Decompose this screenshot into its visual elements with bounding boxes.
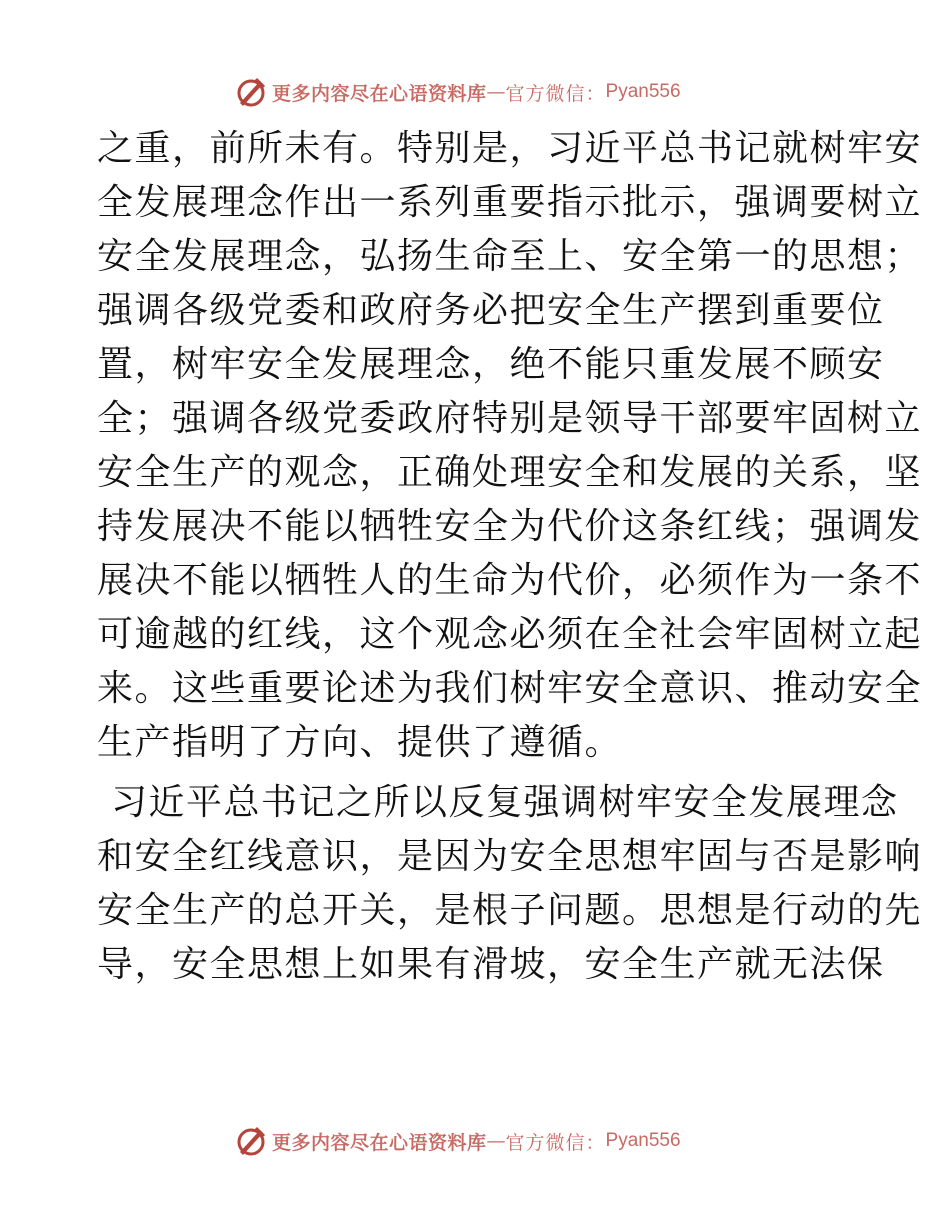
text-line: 全发展理念作出一系列重要指示批示，强调要树立 [97,182,923,223]
watermark-site-text: 更多内容尽在心语资料库 [272,82,487,105]
text-line: 持发展决不能以牺牲安全为代价这条红线；强调发 [97,506,923,547]
paragraph-2 [97,776,923,992]
text-line: 安全发展理念，弘扬生命至上、安全第一的思想； [97,236,923,277]
text-line: 生产指明了方向、提供了遵循。 [97,722,623,763]
text-line: 来。这些重要论述为我们树牢安全意识、推动安全 [97,668,923,709]
document-body [97,122,923,992]
watermark-separator: — [486,81,506,103]
text-line: 导，安全思想上如果有滑坡，安全生产就无法保 [97,944,885,985]
watermark-site-text: 更多内容尽在心语资料库 [272,1131,487,1154]
watermark-wechat-label: 官方微信： [505,82,606,105]
pen-logo-icon [234,75,268,109]
text-line: 习近平总书记之所以反复强调树牢安全发展理念 [111,782,899,823]
header-watermark [234,72,681,112]
text-line: 全；强调各级党委政府特别是领导干部要牢固树立 [97,398,923,439]
text-line: 之重，前所未有。特别是，习近平总书记就树牢安 [97,128,923,169]
text-line: 安全生产的总开关，是根子问题。思想是行动的先 [97,890,923,931]
text-line: 置，树牢安全发展理念，绝不能只重发展不顾安 [97,344,885,385]
pen-logo-icon [234,1124,268,1158]
text-line: 可逾越的红线，这个观念必须在全社会牢固树立起 [97,614,923,655]
paragraph-1 [97,122,923,770]
watermark-wechat-id: Pyan556 [605,81,681,102]
watermark-wechat-id: Pyan556 [605,1130,681,1151]
footer-watermark [234,1121,681,1161]
watermark-wechat-label: 官方微信： [505,1131,606,1154]
watermark-separator: — [486,1130,506,1152]
text-line: 强调各级党委和政府务必把安全生产摆到重要位 [97,290,885,331]
text-line: 展决不能以牺牲人的生命为代价，必须作为一条不 [97,560,923,601]
text-line: 安全生产的观念，正确处理安全和发展的关系，坚 [97,452,923,493]
text-line: 和安全红线意识，是因为安全思想牢固与否是影响 [97,836,923,877]
